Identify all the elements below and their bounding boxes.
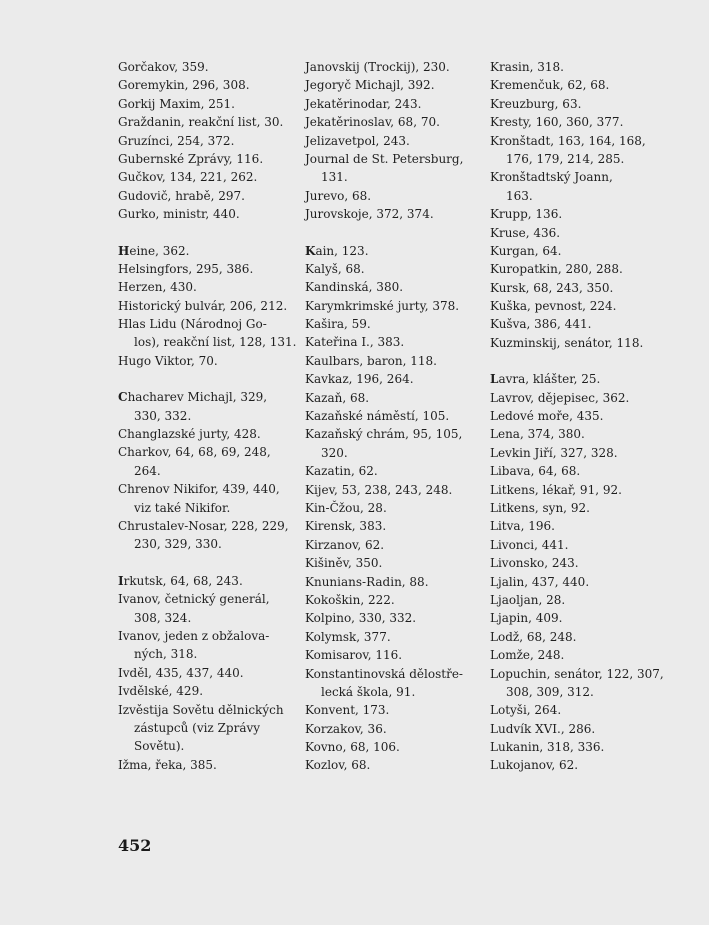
index-entry: Kateřina I., 383. [305, 335, 405, 350]
index-entry: Litkens, lékař, 91, 92. [490, 482, 622, 497]
index-entry: Kijev, 53, 238, 243, 248. [305, 482, 453, 497]
index-entry: Sovětu). [134, 739, 185, 754]
index-entry: Kazaň, 68. [305, 390, 370, 405]
index-entry: 176, 179, 214, 285. [506, 151, 625, 166]
index-entry: Journal de St. Petersburg, [305, 151, 464, 166]
index-entry: lecká škola, 91. [321, 684, 416, 699]
index-entry: Chacharev Michajl, 329, [118, 390, 268, 405]
index-entry: 230, 329, 330. [134, 537, 222, 552]
index-entry: Kazatin, 62. [305, 464, 378, 479]
index-entry: Kozlov, 68. [305, 758, 371, 773]
index-entry: Helsingfors, 295, 386. [118, 261, 254, 276]
index-entry: Lukanin, 318, 336. [490, 740, 605, 755]
index-entry: Ižma, řeka, 385. [118, 757, 217, 772]
index-entry: Gubernské Zprávy, 116. [118, 151, 264, 166]
index-entry: Historický bulvár, 206, 212. [118, 298, 288, 313]
index-entry: Lopuchin, senátor, 122, 307, [490, 666, 664, 681]
index-column-2 [305, 58, 479, 775]
index-entry: Izvěstija Sovětu dělnických [118, 702, 284, 717]
index-entry: ných, 318. [134, 647, 198, 662]
index-entry: Kin-Čžou, 28. [305, 500, 387, 515]
index-entry: Jurovskoje, 372, 374. [305, 207, 434, 222]
index-entry: Gorkij Maxim, 251. [118, 96, 235, 111]
index-entry: Libava, 64, 68. [490, 464, 581, 479]
index-column-1 [118, 58, 296, 774]
index-entry: Kronštadtský Joann, [490, 170, 613, 185]
index-entry: Komisarov, 116. [305, 648, 403, 663]
index-entry: Chrenov Nikifor, 439, 440, [118, 482, 280, 497]
section-initial: C [118, 390, 128, 405]
index-entry: 330, 332. [134, 408, 192, 423]
index-entry: Konvent, 173. [305, 703, 390, 718]
index-entry: 264. [134, 463, 161, 478]
index-entry: Charkov, 64, 68, 69, 248, [118, 445, 271, 460]
index-entry: Krupp, 136. [490, 207, 563, 222]
index-entry: Lomže, 248. [490, 648, 565, 663]
index-entry: Kišiněv, 350. [305, 556, 383, 571]
section-initial: L [490, 372, 499, 387]
index-entry: Lena, 374, 380. [490, 427, 585, 442]
index-entry: Kursk, 68, 243, 350. [490, 280, 614, 295]
index-entry: Lotyši, 264. [490, 703, 562, 718]
index-entry: zástupců (viz Zprávy [134, 720, 261, 735]
index-entry: Gudovič, hrabě, 297. [118, 188, 245, 203]
index-entry: Kolymsk, 377. [305, 629, 391, 644]
index-entry: Kronštadt, 163, 164, 168, [490, 133, 646, 148]
index-entry: Kruse, 436. [490, 225, 561, 240]
index-entry: 308, 309, 312. [506, 684, 594, 699]
index-entry: Kremenčuk, 62, 68. [490, 78, 610, 93]
index-entry: Kušva, 386, 441. [490, 317, 592, 332]
index-entry: Kazaňské náměstí, 105. [305, 409, 450, 424]
index-entry: Kokoškin, 222. [305, 592, 395, 607]
index-entry: Chrustalev-Nosar, 228, 229, [118, 518, 289, 533]
index-entry: Ljalin, 437, 440. [490, 574, 590, 589]
index-entry: Ljaoljan, 28. [490, 592, 566, 607]
index-entry: Konstantinovská dělostře- [305, 666, 463, 681]
index-entry: Korzakov, 36. [305, 721, 387, 736]
index-entry: Lodž, 68, 248. [490, 629, 577, 644]
index-entry: Hugo Viktor, 70. [118, 353, 218, 368]
index-entry: Kurgan, 64. [490, 243, 562, 258]
index-entry: Gurko, ministr, 440. [118, 207, 240, 222]
index-entry: Jekatěrinoslav, 68, 70. [305, 115, 440, 130]
index-entry: Kaulbars, baron, 118. [305, 353, 437, 368]
index-entry: Gučkov, 134, 221, 262. [118, 170, 258, 185]
index-entry: Kresty, 160, 360, 377. [490, 115, 624, 130]
index-entry: Jelizavetpol, 243. [305, 133, 410, 148]
index-entry: Kandinská, 380. [305, 280, 404, 295]
index-entry: Ivanov, četnický generál, [118, 592, 270, 607]
section-initial: I [118, 573, 124, 588]
index-entry: Kirzanov, 62. [305, 537, 385, 552]
index-entry: Kuzminskij, senátor, 118. [490, 335, 644, 350]
index-entry: Irkutsk, 64, 68, 243. [118, 573, 243, 588]
index-entry: Ludvík XVI., 286. [490, 721, 596, 736]
index-column-3 [490, 58, 675, 775]
index-entry: Litva, 196. [490, 519, 555, 534]
index-entry: Jurevo, 68. [305, 188, 372, 203]
index-entry: los), reakční list, 128, 131. [134, 335, 297, 350]
index-entry: Kalyš, 68. [305, 261, 365, 276]
index-entry: Jekatěrinodar, 243. [305, 96, 422, 111]
section-initial: H [118, 243, 130, 258]
index-entry: Ljapin, 409. [490, 611, 563, 626]
index-entry: Goremykin, 296, 308. [118, 78, 250, 93]
index-entry: Kreuzburg, 63. [490, 96, 582, 111]
index-entry: Kuška, pevnost, 224. [490, 299, 617, 314]
index-entry: Herzen, 430. [118, 280, 197, 295]
index-entry: Krasin, 318. [490, 60, 564, 74]
index-entry: 320. [321, 445, 348, 460]
index-entry: Ivanov, jeden z obžalova- [118, 628, 270, 643]
index-entry: Ivdělské, 429. [118, 684, 204, 699]
index-entry: viz také Nikifor. [134, 500, 231, 515]
index-entry: Litkens, syn, 92. [490, 500, 590, 515]
index-entry: Kovno, 68, 106. [305, 740, 400, 755]
index-entry: Jegoryč Michajl, 392. [305, 78, 435, 93]
index-entry: Lavrov, dějepisec, 362. [490, 390, 630, 405]
index-entry: Graždanin, reakční list, 30. [118, 115, 284, 130]
index-entry: Heine, 362. [118, 243, 190, 258]
index-entry: Kirensk, 383. [305, 519, 387, 534]
index-entry: Karymkrimské jurty, 378. [305, 298, 460, 313]
index-entry: Gorčakov, 359. [118, 60, 209, 74]
index-entry: 308, 324. [134, 610, 192, 625]
index-entry: Lukojanov, 62. [490, 758, 579, 773]
index-entry: Hlas Lidu (Národnoj Go- [118, 317, 267, 332]
index-entry: Kaširа, 59. [305, 317, 371, 332]
index-entry: Ivděl, 435, 437, 440. [118, 665, 244, 680]
index-entry: Janovskij (Trockij), 230. [305, 60, 450, 74]
index-entry: Kuropatkin, 280, 288. [490, 262, 623, 277]
index-entry: Kolpino, 330, 332. [305, 611, 417, 626]
index-entry: Livonsko, 243. [490, 556, 579, 571]
index-entry: Knunians-Radin, 88. [305, 574, 429, 589]
index-entry: 131. [321, 170, 348, 185]
index-entry: Lavra, klášter, 25. [490, 372, 601, 387]
index-entry: Ledové moře, 435. [490, 409, 604, 424]
index-entry: Changlazské jurty, 428. [118, 427, 261, 442]
index-entry: Gruzínci, 254, 372. [118, 133, 235, 148]
index-entry: Livonci, 441. [490, 537, 569, 552]
index-entry: 163. [506, 188, 533, 203]
index-entry: Kain, 123. [305, 243, 369, 258]
index-entry: Kavkaz, 196, 264. [305, 372, 414, 387]
page-number: 452 [118, 836, 152, 855]
section-initial: K [305, 243, 316, 258]
index-entry: Levkin Jiří, 327, 328. [490, 445, 618, 460]
index-entry: Kazaňský chrám, 95, 105, [305, 427, 463, 442]
